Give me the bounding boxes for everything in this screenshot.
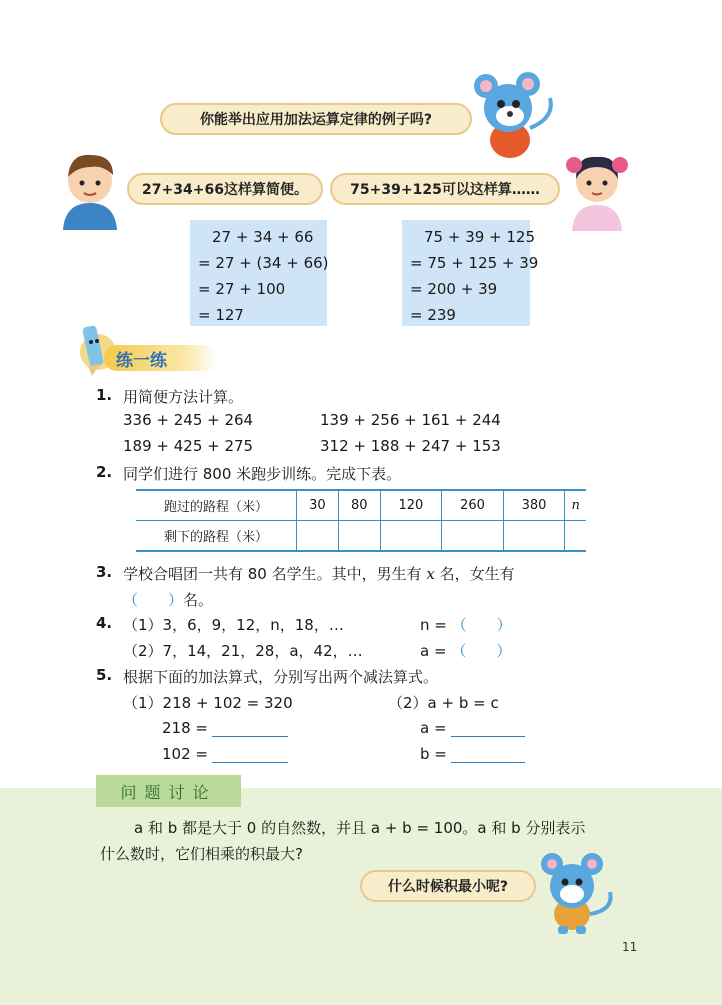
table-cell-empty[interactable] [338, 521, 380, 552]
table-cell-empty[interactable] [565, 521, 586, 552]
calc-line: = 239 [410, 306, 456, 324]
question-bubble: 你能举出应用加法运算定律的例子吗? [160, 103, 472, 135]
table-cell: 260 [442, 490, 504, 521]
table-cell-empty[interactable] [442, 521, 504, 552]
q1-number: 1. [96, 386, 113, 404]
answer-line[interactable] [451, 746, 525, 763]
practice-title: 练一练 [104, 345, 218, 371]
q5-part1: （1）218 + 102 = 320 [123, 694, 293, 712]
mouse-character-illustration [470, 68, 560, 160]
calc-line: = 127 [198, 306, 244, 324]
q2-text: 同学们进行 800 米跑步训练。完成下表。 [123, 465, 402, 483]
discussion-line2: 什么数时，它们相乘的积最大? [100, 845, 303, 863]
q5-p1-line-a: 218 = [162, 719, 288, 737]
q5-part2: （2）a + b = c [388, 694, 499, 712]
calc-box-right [402, 220, 539, 326]
girl-character-illustration [562, 143, 632, 231]
discussion-speech-bubble: 什么时候积最小呢? [360, 870, 536, 902]
boy-speech-bubble: 27+34+66这样算简便。 [127, 173, 323, 205]
calc-line: 27 + 34 + 66 [212, 228, 314, 246]
q3-number: 3. [96, 563, 113, 581]
table-cell-empty[interactable] [380, 521, 442, 552]
girl-speech-bubble: 75+39+125可以这样算…… [330, 173, 560, 205]
q4-number: 4. [96, 614, 113, 632]
q4-sequence-1: （1）3，6，9，12，n，18，… [123, 616, 344, 634]
table-row-label: 剩下的路程（米） [136, 521, 297, 552]
q5-p2-line-b: b = [420, 745, 525, 763]
table-cell: 120 [380, 490, 442, 521]
q5-number: 5. [96, 666, 113, 684]
q1-text: 用简便方法计算。 [123, 388, 244, 406]
table-cell: n [565, 490, 586, 521]
table-cell: 80 [338, 490, 380, 521]
calc-line: = 200 + 39 [410, 280, 498, 298]
q2-number: 2. [96, 463, 113, 481]
table-row-label: 跑过的路程（米） [136, 490, 297, 521]
q5-p2-line-a: a = [420, 719, 525, 737]
q1-expr: 312 + 188 + 247 + 153 [320, 437, 501, 455]
q4-sequence-2: （2）7，14，21，28，a，42，… [123, 642, 363, 660]
q1-expr: 336 + 245 + 264 [123, 411, 254, 429]
table-cell-empty[interactable] [503, 521, 565, 552]
q1-expr: 139 + 256 + 161 + 244 [320, 411, 501, 429]
discussion-tag: 问题讨论 [96, 775, 241, 807]
table-cell: 380 [503, 490, 565, 521]
q3-text-line2: （ ）名。 [123, 591, 214, 609]
answer-line[interactable] [212, 720, 288, 737]
answer-line[interactable] [451, 720, 525, 737]
q1-expr: 189 + 425 + 275 [123, 437, 254, 455]
calc-box-left [190, 220, 327, 326]
table-row [136, 521, 586, 552]
q3-text-line1: 学校合唱团一共有 80 名学生。其中，男生有 x 名，女生有 [123, 565, 515, 583]
table-row [136, 490, 586, 521]
answer-line[interactable] [212, 746, 288, 763]
table-cell-empty[interactable] [297, 521, 339, 552]
q4-answer-2: a = （ ） [420, 642, 512, 660]
answer-blank[interactable]: （ ） [123, 591, 184, 609]
boy-character-illustration [55, 145, 125, 230]
calc-line: = 27 + 100 [198, 280, 286, 298]
calc-line: = 27 + (34 + 66) [198, 254, 329, 272]
q5-p1-line-b: 102 = [162, 745, 288, 763]
q4-answer-1: n = （ ） [420, 616, 512, 634]
q5-text: 根据下面的加法算式，分别写出两个减法算式。 [123, 668, 439, 686]
table-cell: 30 [297, 490, 339, 521]
running-table [136, 489, 586, 552]
mouse-character-illustration [532, 848, 618, 936]
discussion-line1: a 和 b 都是大于 0 的自然数，并且 a + b = 100。a 和 b 分别表示 [134, 819, 586, 837]
page-number: 11 [622, 940, 638, 954]
calc-line: 75 + 39 + 125 [424, 228, 536, 246]
answer-blank[interactable]: （ ） [451, 616, 512, 634]
calc-line: = 75 + 125 + 39 [410, 254, 539, 272]
answer-blank[interactable]: （ ） [451, 642, 512, 660]
